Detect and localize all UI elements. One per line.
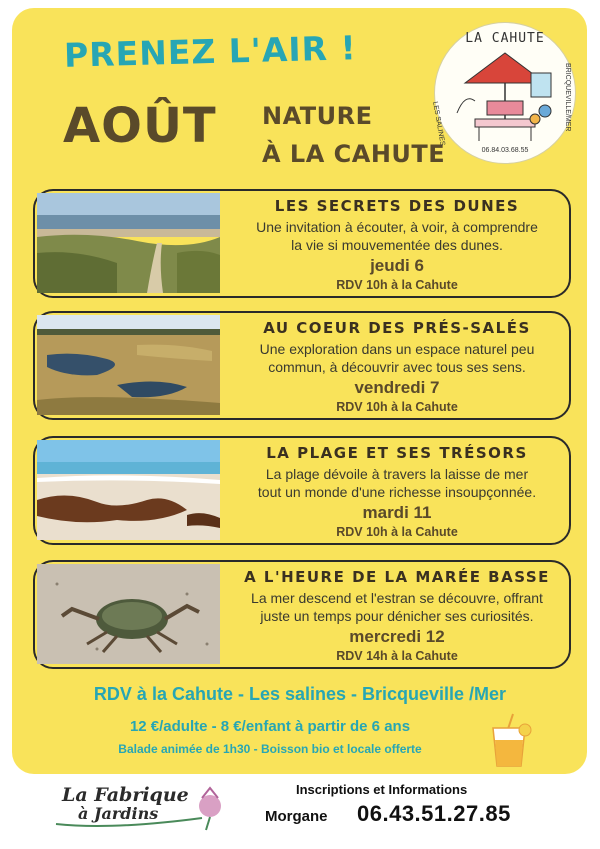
event-desc-line1: Une invitation à écouter, à voir, à comprendre	[256, 219, 538, 235]
drink-glass-icon	[487, 712, 531, 768]
event-desc-line2: la vie si mouvementée des dunes.	[291, 237, 503, 253]
event-card	[33, 311, 571, 420]
event-day: jeudi 6	[370, 256, 424, 275]
walk-info: Balade animée de 1h30 - Boisson bio et locale offerte	[118, 742, 422, 756]
event-rdv: RDV 14h à la Cahute	[336, 649, 458, 663]
subtitle-line2: À LA CAHUTE	[262, 140, 446, 168]
event-rdv: RDV 10h à la Cahute	[336, 278, 458, 292]
event-desc-line2: tout un monde d'une richesse insoupçonnée.	[257, 484, 537, 500]
month-title: AOÛT	[63, 98, 217, 154]
event-card	[33, 560, 571, 669]
event-rdv: RDV 10h à la Cahute	[336, 400, 458, 414]
beach-photo	[37, 440, 220, 540]
event-rdv: RDV 10h à la Cahute	[336, 525, 458, 539]
contact-name: Morgane	[265, 808, 328, 825]
subtitle-line1: NATURE	[262, 102, 373, 130]
event-desc-line2: commun, à découvrir avec tous ses sens.	[268, 359, 526, 375]
event-desc-line1: Une exploration dans un espace naturel peu	[259, 341, 535, 357]
info-title: Inscriptions et Informations	[296, 782, 468, 797]
meeting-point: RDV à la Cahute - Les salines - Bricqueville /Mer	[93, 684, 507, 704]
event-day: mardi 11	[362, 503, 432, 522]
event-card	[33, 436, 571, 545]
partner-name-line2: à Jardins	[78, 804, 159, 823]
headline: PRENEZ L'AIR !	[63, 28, 358, 75]
salt-marsh-photo	[37, 315, 220, 415]
event-desc-line1: La mer descend et l'estran se découvre, offrant	[251, 590, 543, 606]
contact-phone[interactable]: 06.43.51.27.85	[357, 801, 511, 826]
la-fabrique-a-jardins-logo	[52, 784, 252, 832]
event-title: LES SECRETS DES DUNES	[274, 197, 520, 215]
la-cahute-logo	[431, 22, 576, 164]
event-title: A L'HEURE DE LA MARÉE BASSE	[244, 568, 550, 586]
event-card	[33, 189, 571, 298]
logo-right-text: BRICQUEVILLE/MER	[564, 63, 571, 132]
dunes-photo	[37, 193, 220, 293]
logo-name: LA CAHUTE	[465, 31, 545, 46]
event-day: mercredi 12	[349, 627, 445, 646]
logo-left-text: LES SALINES	[431, 101, 446, 147]
event-desc-line1: La plage dévoile à travers la laisse de mer	[265, 466, 529, 482]
crab-photo	[37, 564, 220, 664]
event-desc-line2: juste un temps pour dénicher ses curiosités.	[260, 608, 534, 624]
event-title: AU COEUR DES PRÉS-SALÉS	[263, 319, 531, 337]
event-title: LA PLAGE ET SES TRÉSORS	[266, 444, 528, 462]
price-info: 12 €/adulte - 8 €/enfant à partir de 6 ans	[129, 718, 411, 735]
logo-phone: 06.84.03.68.55	[481, 147, 529, 154]
event-day: vendredi 7	[354, 378, 440, 397]
partner-name-line1: La Fabrique	[62, 784, 189, 806]
